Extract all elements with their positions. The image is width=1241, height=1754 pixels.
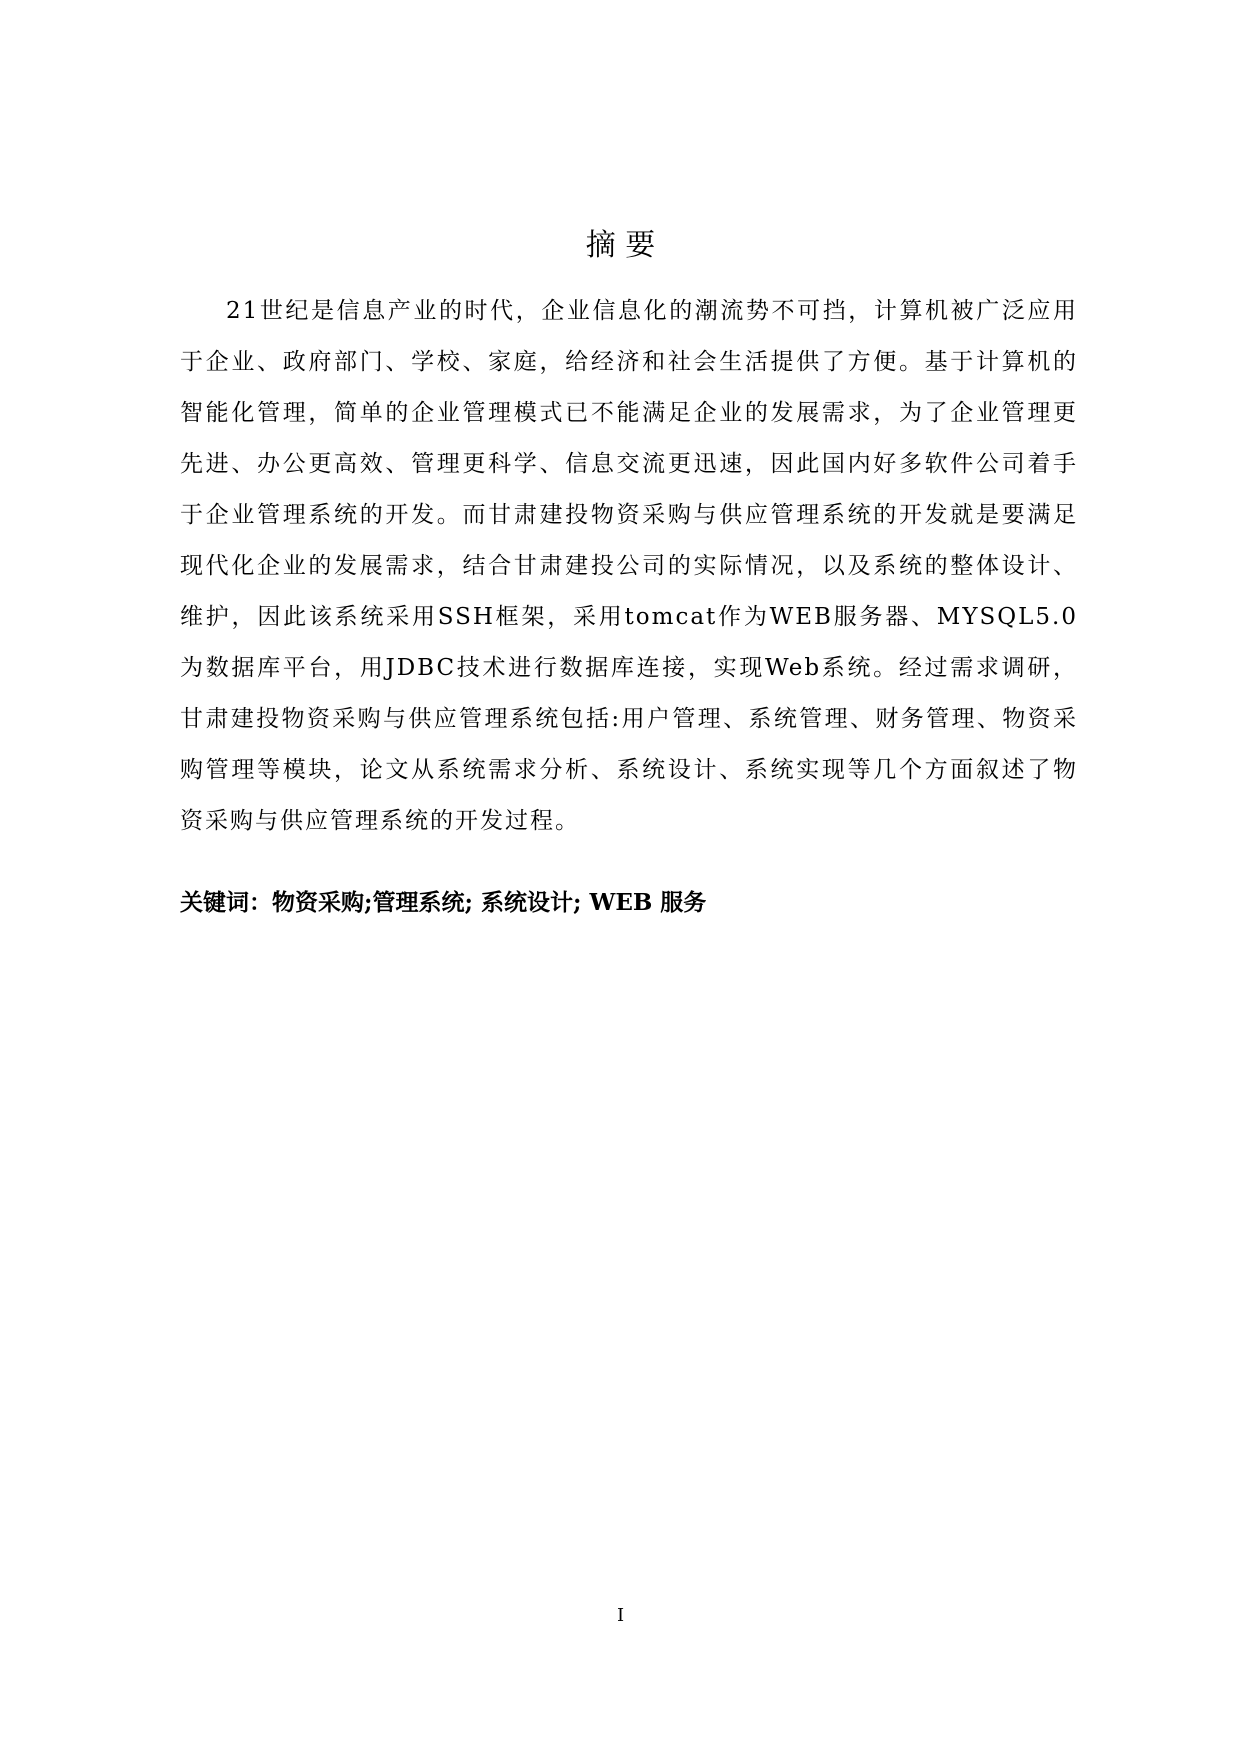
abstract-body: 21世纪是信息产业的时代，企业信息化的潮流势不可挡，计算机被广泛应用于企业、政府部门、学校、家庭，给经济和社会生活提供了方便。基于计算机的智能化管理，简单的企业管理模式已不能满足企业的发展需求，为了企业管理更先进、办公更高效、管理更科学、信息交流更迅速，因此国内好多软件公司着手于企业管理系统的开发。而甘肃建投物资采购与供应管理系统的开发就是要满足现代化企业的发展需求，结合甘肃建投公司的实际情况，以及系统的整体设计、维护，因此该系统采用SSH框架，采用tomcat作为WEB服务器、MYSQL5.0为数据库平台，用JDBC技术进行数据库连接，实现Web系统。经过需求调研，甘肃建投物资采购与供应管理系统包括:用户管理、系统管理、财务管理、物资采购管理等模块，论文从系统需求分析、系统设计、系统实现等几个方面叙述了物资采购与供应管理系统的开发过程。 — [180, 298, 1078, 834]
page-number: I — [616, 1605, 625, 1626]
keywords-line — [180, 885, 1078, 921]
keywords-label: 关键词： — [180, 889, 272, 916]
abstract-title: 摘 要 — [585, 228, 656, 263]
keywords-value: 物资采购;管理系统; 系统设计; WEB 服务 — [272, 889, 707, 916]
